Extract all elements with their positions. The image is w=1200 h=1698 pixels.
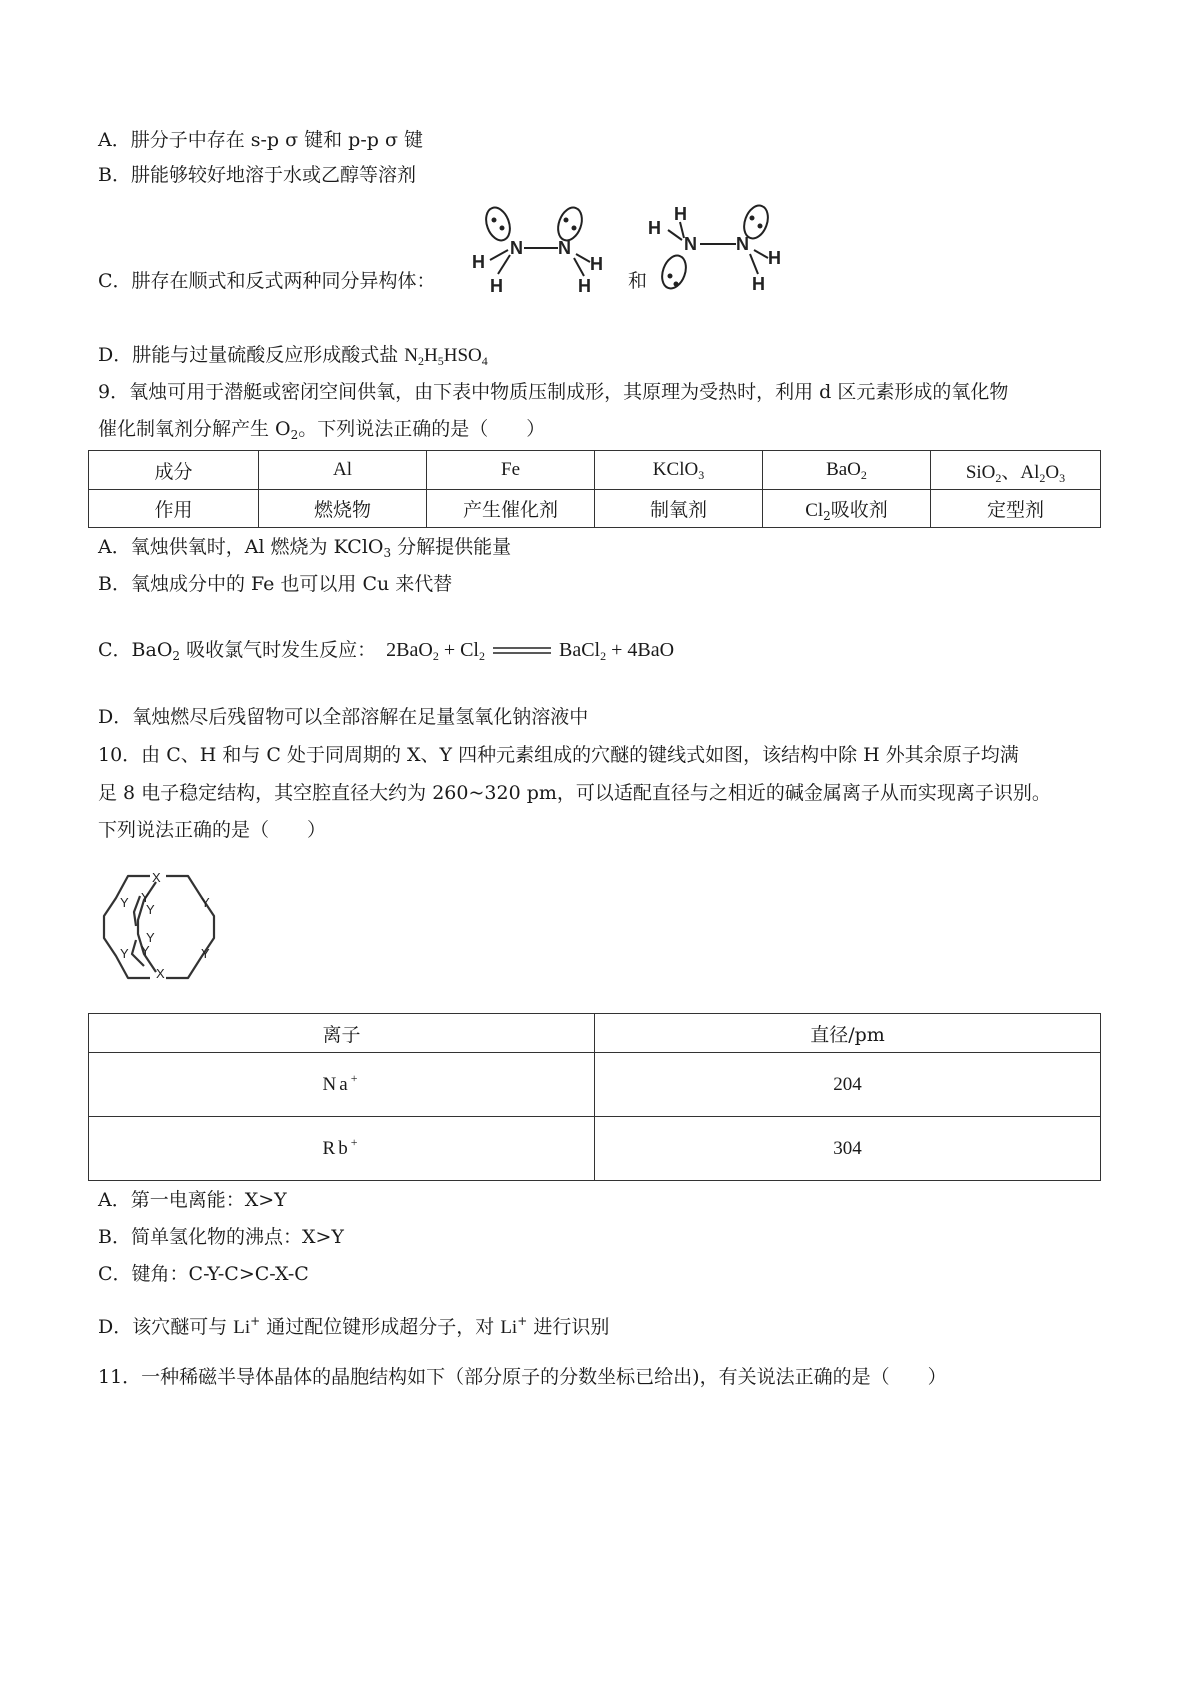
- x-atom-label: X: [156, 966, 165, 981]
- ion-charge: +: [350, 1070, 361, 1085]
- li-symbol: Li: [233, 1317, 251, 1338]
- y-atom-label: Y: [201, 895, 210, 910]
- q8-option-d: [98, 342, 488, 369]
- li-charge: +: [250, 1314, 261, 1328]
- cell-text: KClO: [652, 459, 699, 480]
- cell-text: O: [1045, 461, 1060, 483]
- q10-ion-table: [88, 1013, 1101, 1181]
- h-atom-label: H: [472, 252, 485, 272]
- table-header-row: [89, 1014, 1101, 1053]
- option-text: 进行识别: [527, 1316, 610, 1338]
- n-atom-label: N: [684, 234, 697, 254]
- h-atom-label: H: [752, 274, 765, 294]
- option-text: 分解提供能量: [391, 536, 512, 558]
- q9-stem-text: 。下列说法正确的是（ ）: [298, 418, 546, 440]
- hydrazine-trans-structure: [646, 200, 796, 310]
- table-cell: 燃烧物: [259, 490, 427, 528]
- formula-part: HSO: [443, 345, 482, 366]
- eq-sub: 2: [432, 649, 439, 663]
- eq-sub: 2: [479, 649, 485, 663]
- q8-option-b: B．肼能够较好地溶于水或乙醇等溶剂: [98, 164, 416, 186]
- eq-part: + Cl: [438, 639, 479, 661]
- table-cell: [931, 451, 1101, 490]
- cell-text: Cl: [805, 500, 824, 521]
- ion-charge: +: [350, 1134, 361, 1149]
- option-sub: 3: [383, 546, 392, 560]
- table-cell: 作用: [89, 490, 259, 528]
- y-atom-label: Y: [146, 902, 155, 917]
- table-cell: Fe: [427, 451, 595, 490]
- formula-part: H: [424, 345, 438, 366]
- formula-sub: 2: [418, 354, 425, 368]
- hydrazine-cis-structure: [466, 200, 616, 300]
- y-atom-label: Y: [120, 895, 129, 910]
- table-cell: 304: [595, 1117, 1101, 1181]
- cell-sub: 3: [1059, 470, 1066, 485]
- y-atom-label: Y: [146, 930, 155, 945]
- q9-option-d: D．氧烛燃尽后残留物可以全部溶解在足量氢氧化钠溶液中: [98, 706, 589, 728]
- cell-sub: 2: [1039, 470, 1046, 485]
- q9-stem-sub: 2: [290, 428, 299, 442]
- table-cell: 制氧剂: [595, 490, 763, 528]
- eq-part: BaCl: [559, 639, 601, 661]
- q8-option-c: [98, 268, 436, 294]
- cell-sub: 2: [995, 470, 1002, 485]
- table-cell: [89, 1053, 595, 1117]
- q9-option-b: B．氧烛成分中的 Fe 也可以用 Cu 来代替: [98, 573, 453, 595]
- table-cell: 定型剂: [931, 490, 1101, 528]
- q8-and-text: 和: [628, 270, 648, 292]
- li-charge: +: [517, 1314, 528, 1328]
- cell-text: SiO: [965, 461, 996, 483]
- q9-components-table: [88, 450, 1101, 528]
- q9-stem-text: 催化制氧剂分解产生 O: [98, 418, 291, 440]
- h-atom-label: H: [674, 204, 687, 224]
- q9-stem-line2: [98, 416, 545, 442]
- cell-sub: 2: [823, 509, 831, 523]
- n-atom-label: N: [736, 234, 749, 254]
- option-text: 吸收氯气时发生反应：: [180, 639, 377, 661]
- formula-sub: 4: [481, 354, 488, 368]
- cell-text: 吸收剂: [830, 499, 888, 521]
- q10-option-c: C．键角：C-Y-C>C-X-C: [98, 1263, 309, 1285]
- h-atom-label: H: [490, 276, 503, 296]
- option-text: 通过配位键形成超分子，对: [260, 1316, 501, 1338]
- option-text: D．该穴醚可与: [98, 1316, 234, 1338]
- table-row: [89, 1053, 1101, 1117]
- q10-stem-line1: 10．由 C、H 和与 C 处于同周期的 X、Y 四种元素组成的穴醚的键线式如图，该结构中除 H 外其余原子均满: [98, 744, 1019, 766]
- option-text: C．BaO: [98, 639, 173, 661]
- n-atom-label: N: [558, 238, 571, 258]
- cryptand-structure: [98, 862, 238, 992]
- q9-equation: [386, 639, 674, 661]
- cell-sub: 2: [860, 468, 867, 482]
- q10-stem-line3: 下列说法正确的是（ ）: [98, 819, 327, 841]
- q10-option-b: B．简单氢化物的沸点：X>Y: [98, 1226, 344, 1248]
- y-atom-label: Y: [141, 943, 150, 958]
- table-row: [89, 451, 1101, 490]
- table-cell: 204: [595, 1053, 1101, 1117]
- q8-option-a: A．肼分子中存在 s-p σ 键和 p-p σ 键: [98, 129, 423, 151]
- option-sub: 2: [172, 649, 181, 663]
- q10-stem-line2: 足 8 电子稳定结构，其空腔直径大约为 260~320 pm，可以适配直径与之相近的碱金属离子从而实现离子识别。: [98, 782, 1051, 804]
- li-symbol: Li: [500, 1317, 518, 1338]
- cell-text: 、Al: [1001, 461, 1040, 483]
- y-atom-label: Y: [201, 946, 210, 961]
- h-atom-label: H: [578, 276, 591, 296]
- eq-part: + 4BaO: [606, 639, 675, 661]
- ion-symbol: Na: [322, 1073, 351, 1095]
- table-header-cell: 离子: [89, 1014, 595, 1053]
- table-cell: [763, 490, 931, 528]
- h-atom-label: H: [590, 254, 603, 274]
- q10-option-a: A．第一电离能：X>Y: [98, 1189, 287, 1211]
- option-text: A．氧烛供氧时，Al 燃烧为 KClO: [98, 536, 384, 558]
- formula-sub: 5: [437, 354, 444, 368]
- table-row: [89, 1117, 1101, 1181]
- formula-part: N: [404, 345, 419, 366]
- cell-text: BaO: [826, 459, 861, 480]
- q10-option-d: [98, 1314, 609, 1341]
- equals-arrow-icon: [491, 645, 553, 657]
- h-atom-label: H: [768, 248, 781, 268]
- q8-option-d-formula: [404, 345, 487, 366]
- eq-part: 2BaO: [386, 639, 433, 661]
- table-cell: [763, 451, 931, 490]
- x-atom-label: X: [152, 870, 161, 885]
- q9-option-c: [98, 637, 674, 663]
- h-atom-label: H: [648, 218, 661, 238]
- q11-stem: 11．一种稀磁半导体晶体的晶胞结构如下（部分原子的分数坐标已给出)，有关说法正确的是（ ）: [98, 1366, 947, 1388]
- table-cell: [89, 1117, 595, 1181]
- table-cell: Al: [259, 451, 427, 490]
- table-cell: 成分: [89, 451, 259, 490]
- ion-symbol: Rb: [322, 1137, 351, 1159]
- eq-sub: 2: [600, 649, 607, 663]
- table-header-cell: 直径/pm: [595, 1014, 1101, 1053]
- table-cell: 产生催化剂: [427, 490, 595, 528]
- q9-option-a: [98, 534, 511, 560]
- y-atom-label: Y: [120, 946, 129, 961]
- q9-stem-line1: 9．氧烛可用于潜艇或密闭空间供氧，由下表中物质压制成形，其原理为受热时，利用 d 区元素形成的氧化物: [98, 381, 1009, 403]
- y-atom-label: Y: [141, 890, 150, 905]
- table-cell: [595, 451, 763, 490]
- q8-option-d-text: D．肼能与过量硫酸反应形成酸式盐: [98, 344, 405, 366]
- table-row: [89, 490, 1101, 528]
- n-atom-label: N: [510, 238, 523, 258]
- cell-sub: 3: [698, 468, 705, 482]
- q8-option-c-text: C．肼存在顺式和反式两种同分异构体：: [98, 270, 436, 292]
